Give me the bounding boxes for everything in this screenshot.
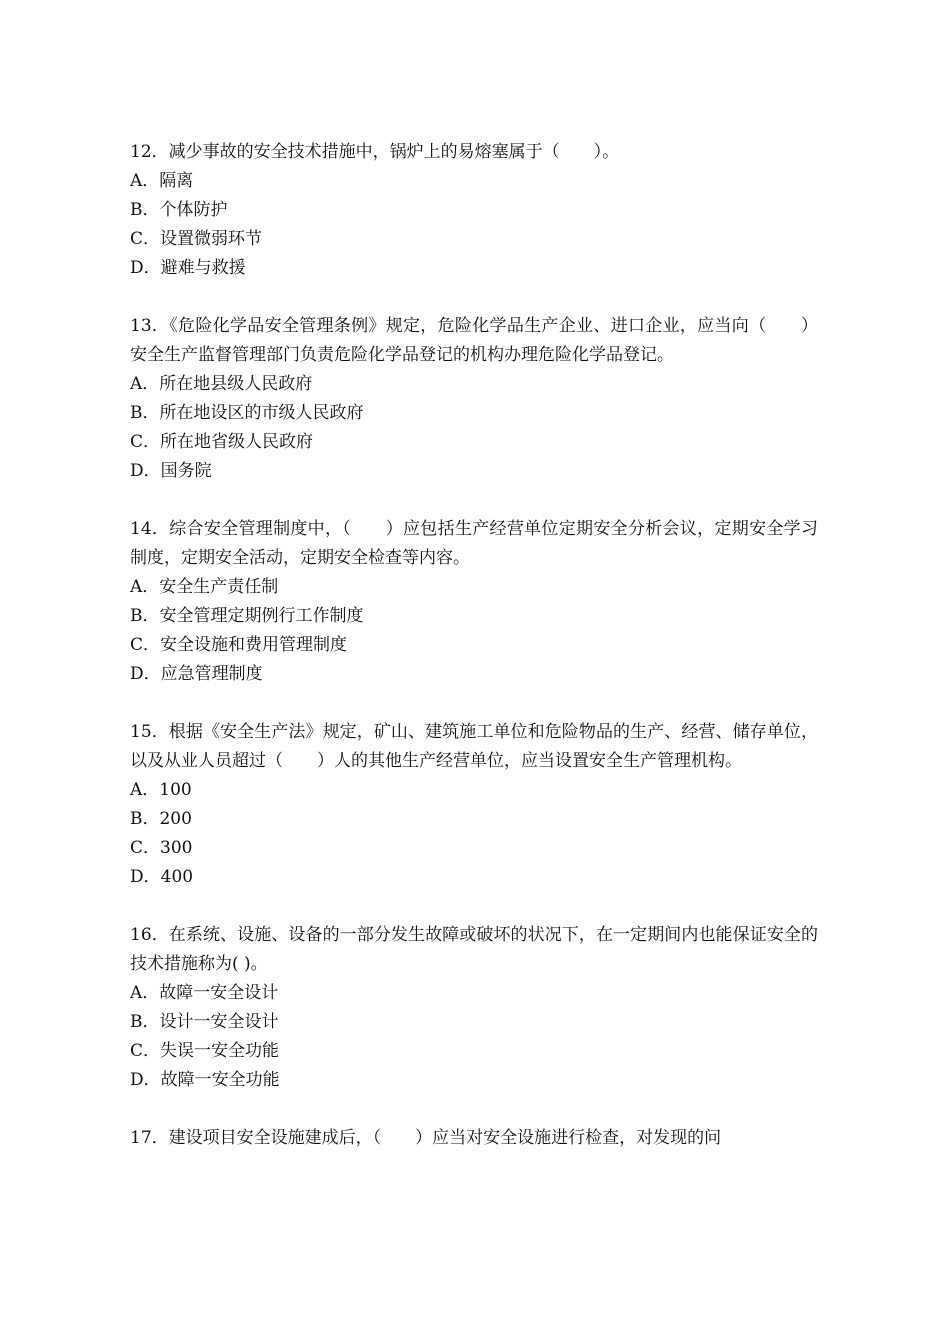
question-13 (130, 312, 818, 486)
option-a: A．100 (130, 780, 192, 800)
question-15 (130, 718, 818, 892)
option-c: C．300 (130, 838, 193, 858)
option-a: A．所在地县级人民政府 (130, 374, 313, 394)
option-a: A．故障一安全设计 (130, 983, 279, 1003)
question-14 (130, 515, 818, 689)
option-b: B．200 (130, 809, 192, 829)
option-c: C．安全设施和费用管理制度 (130, 635, 348, 655)
option-b: B．所在地设区的市级人民政府 (130, 403, 364, 423)
question-stem: 14．综合安全管理制度中，（ ）应包括生产经营单位定期安全分析会议，定期安全学习制度，定期安全活动，定期安全检查等内容。 (130, 519, 818, 568)
option-a: A．安全生产责任制 (130, 577, 279, 597)
question-stem: 16．在系统、设施、设备的一部分发生故障或破坏的状况下，在一定期间内也能保证安全的技术措施称为( )。 (130, 925, 818, 974)
option-b: B．安全管理定期例行工作制度 (130, 606, 364, 626)
question-stem: 13．《危险化学品安全管理条例》规定，危险化学品生产企业、进口企业，应当向（ ）安全生产监督管理部门负责危险化学品登记的机构办理危险化学品登记。 (130, 316, 818, 365)
question-12 (130, 138, 818, 283)
option-d: D．国务院 (130, 461, 212, 481)
option-d: D．故障一安全功能 (130, 1070, 280, 1090)
option-a: A．隔离 (130, 171, 194, 191)
option-c: C．失误一安全功能 (130, 1041, 280, 1061)
question-17 (130, 1124, 818, 1153)
option-c: C．所在地省级人民政府 (130, 432, 314, 452)
option-d: D．400 (130, 867, 194, 887)
option-b: B．个体防护 (130, 200, 228, 220)
question-stem: 17．建设项目安全设施建成后，（ ）应当对安全设施进行检查，对发现的问 (130, 1128, 722, 1148)
option-d: D．应急管理制度 (130, 664, 263, 684)
option-b: B．设计一安全设计 (130, 1012, 279, 1032)
question-stem: 12．减少事故的安全技术措施中，锅炉上的易熔塞属于（ ）。 (130, 142, 620, 162)
option-d: D．避难与救援 (130, 258, 246, 278)
question-stem: 15．根据《安全生产法》规定，矿山、建筑施工单位和危险物品的生产、经营、储存单位，以及从业人员超过（ ）人的其他生产经营单位，应当设置安全生产管理机构。 (130, 722, 818, 771)
document-page (130, 138, 818, 1182)
question-16 (130, 921, 818, 1095)
option-c: C．设置微弱环节 (130, 229, 263, 249)
